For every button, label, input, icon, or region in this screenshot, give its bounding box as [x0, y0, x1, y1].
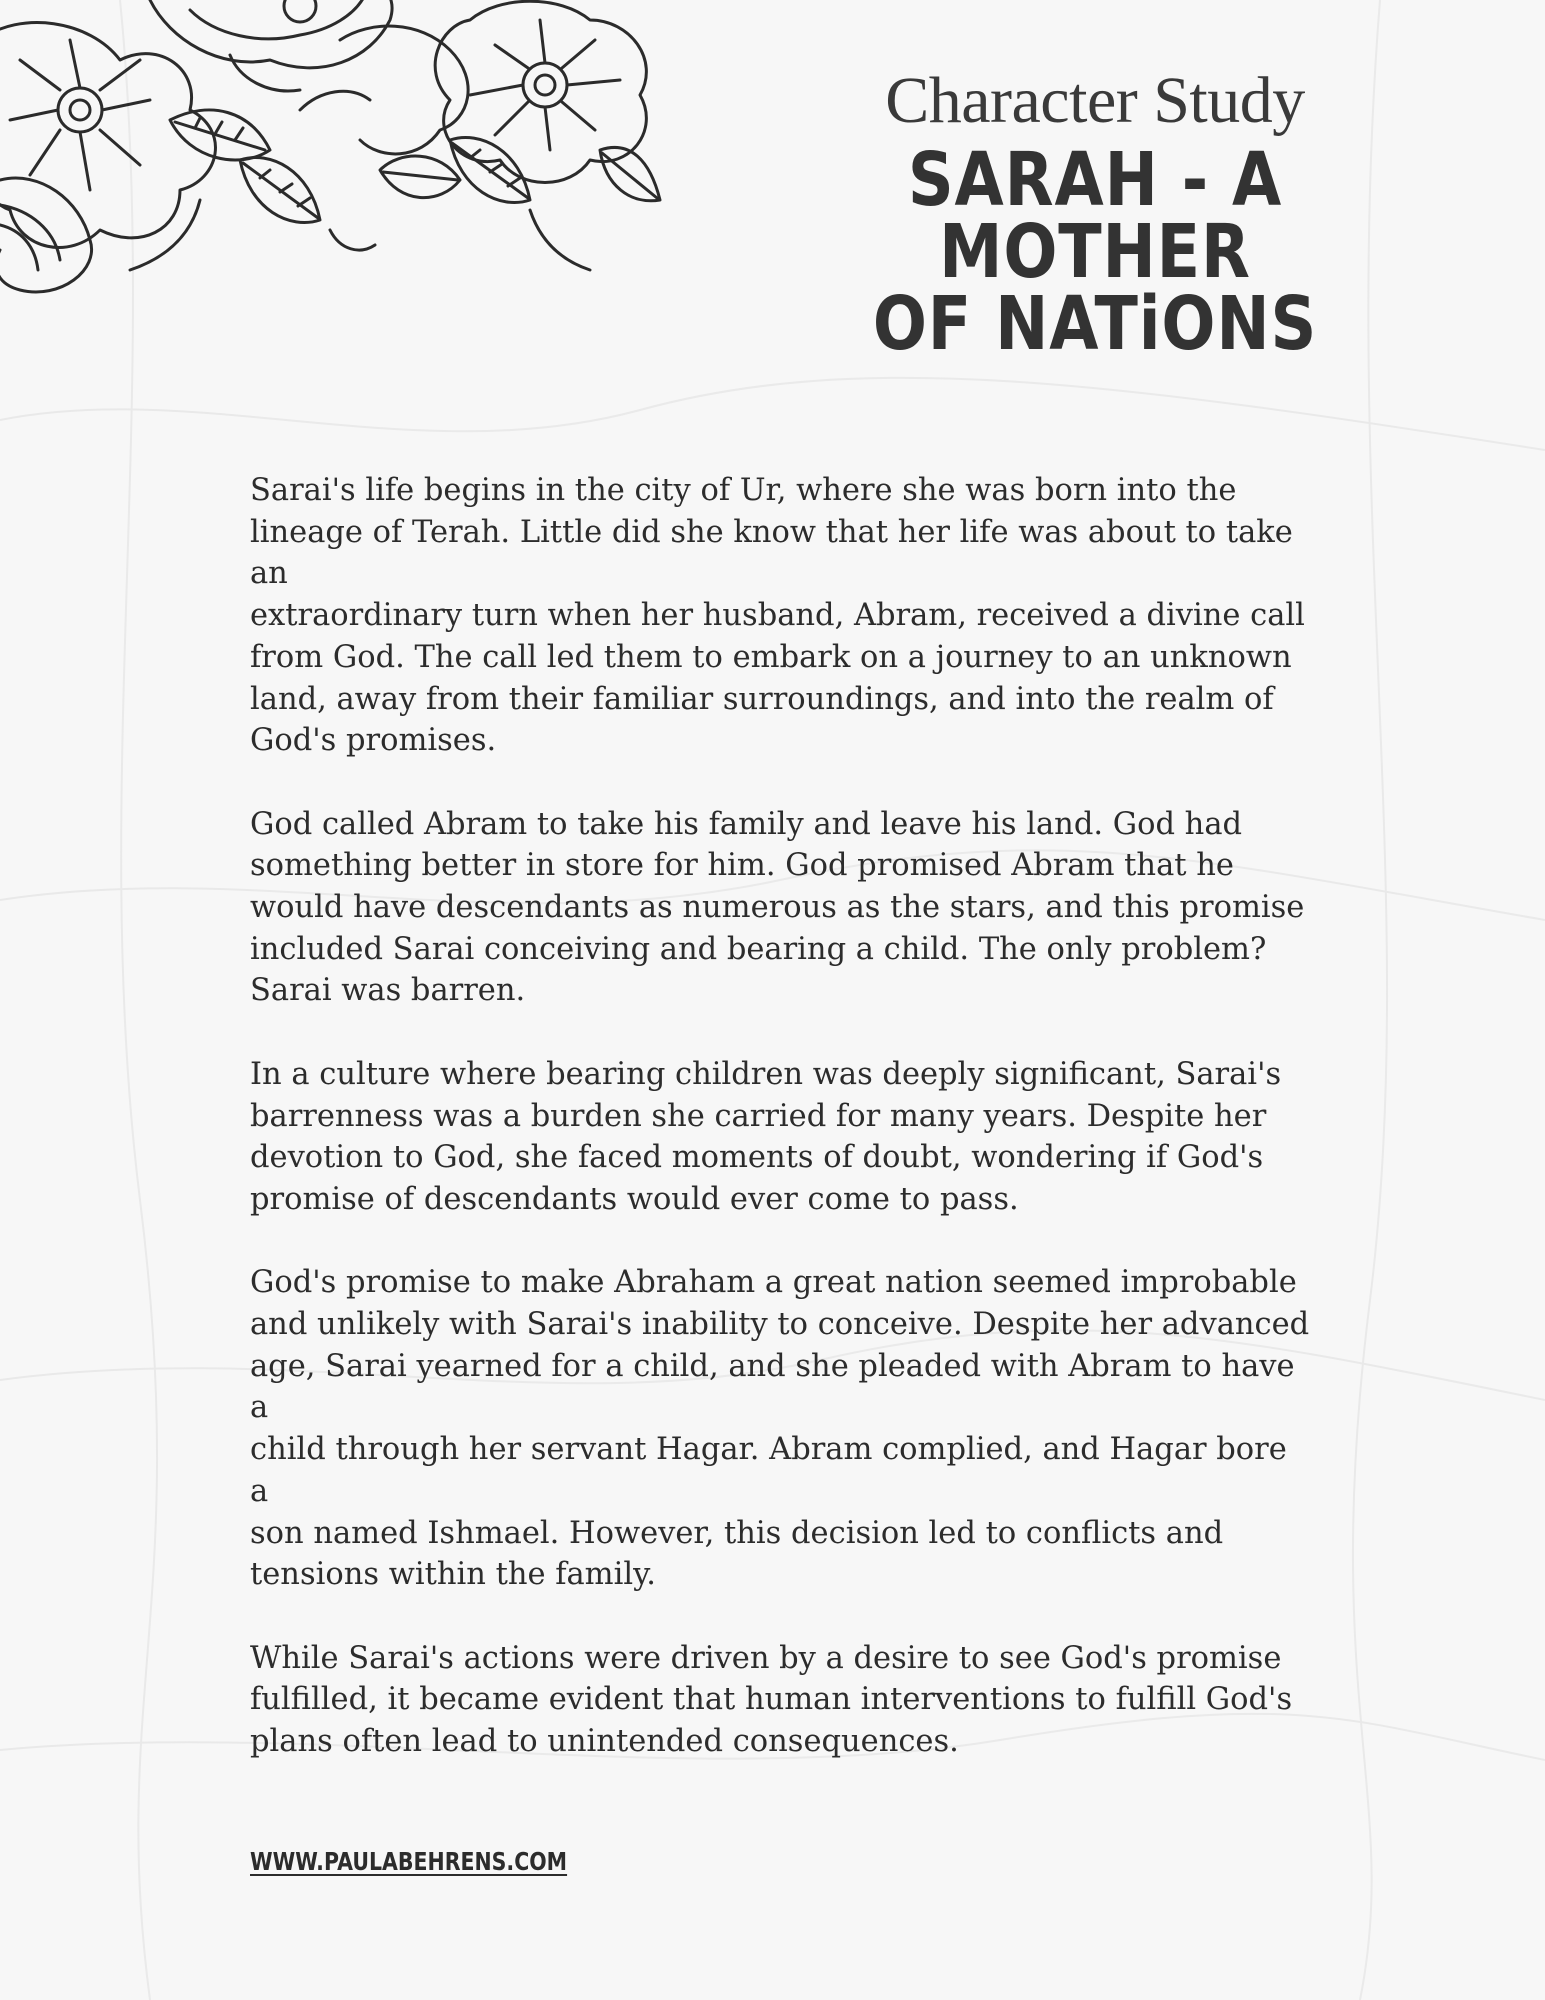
- page-header: [770, 64, 1420, 367]
- page-subtitle: Character Study: [885, 64, 1305, 137]
- flower-illustration-icon: [0, 0, 680, 300]
- paragraph: God's promise to make Abraham a great nation seemed improbable and unlikely with Sarai's inability to conceive. Despite her advanced age, Sarai yearned for a child, and she pleaded with Abram to have a child through her servant Hagar. Abram complied, and Hagar bore a son named Ishmael. However, this decision led to conflicts and tensions within the family.: [250, 1265, 1310, 1593]
- paragraph: God called Abram to take his family and leave his land. God had something better in store for him. God promised Abram that he would have descendants as numerous as the stars, and this promise included Sarai conceiving and bearing a child. The only problem? Sarai was barren.: [250, 806, 1305, 1009]
- page-title-line-2: OF NATiONS: [872, 281, 1318, 367]
- paragraph: Sarai's life begins in the city of Ur, where she was born into the lineage of Terah. Little did she know that her life was about to take an extraordinary turn when her husband, Abram, received a divine call from God. The call led them to embark on a journey to an unknown land, away from their familiar surroundings, and into the realm of God's promises.: [250, 473, 1305, 759]
- paragraph: In a culture where bearing children was deeply significant, Sarai's barrenness was a burden she carried for many years. Despite her devotion to God, she faced moments of doubt, wondering if God's promise of descendants would ever come to pass.: [250, 1056, 1282, 1217]
- body-text: [250, 470, 1310, 1804]
- page-title: [816, 137, 1375, 367]
- paragraph: While Sarai's actions were driven by a desire to see God's promise fulfilled, it became evident that human interventions to fulfill God's plans often lead to unintended consequences.: [250, 1640, 1293, 1760]
- website-link[interactable]: WWW.PAULABEHRENS.COM: [250, 1847, 568, 1876]
- page-title-line-1: SARAH - A MOTHER: [907, 137, 1283, 295]
